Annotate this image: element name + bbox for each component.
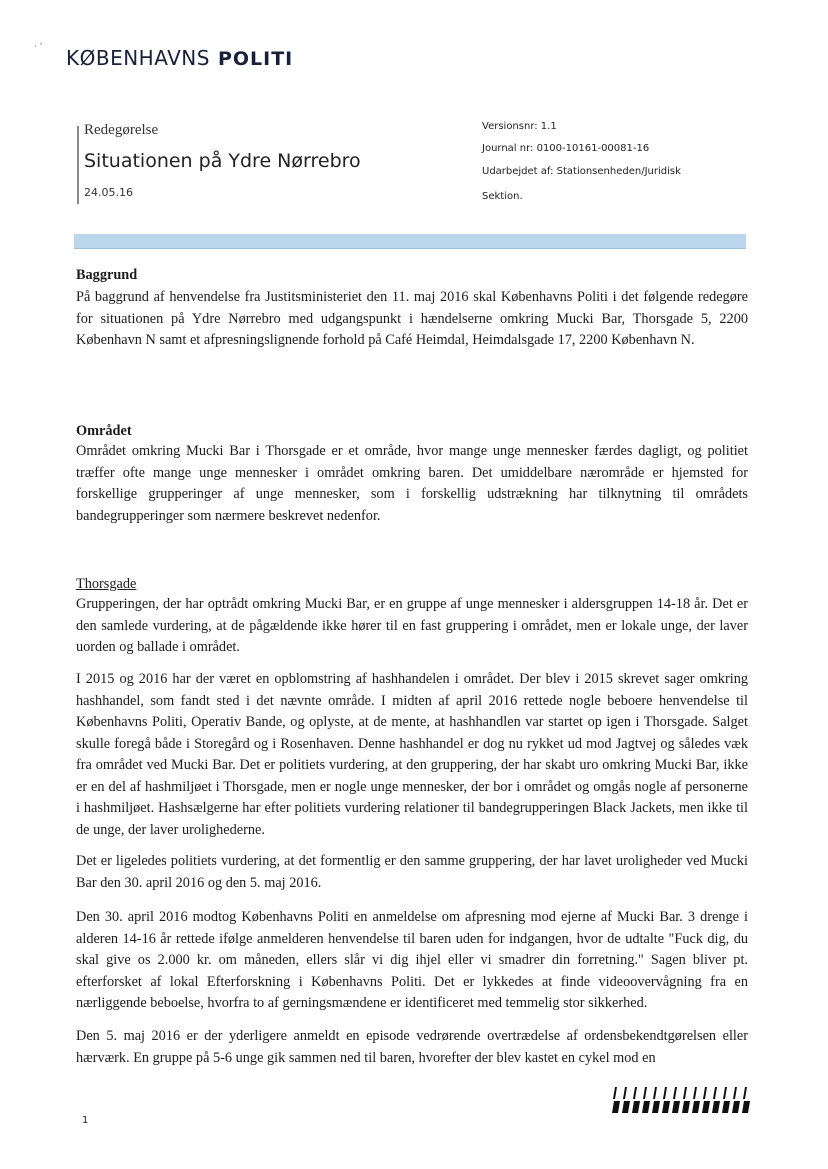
page-number: 1 xyxy=(82,1115,89,1126)
paragraph-thorsgade-1: Grupperingen, der har optrådt omkring Mucki Bar, er en gruppe af unge mennesker i aldersgruppen 14-18 år. Det er den samlede vurdering, at de pågældende ikke hører til en fast gruppering i området, men er lokale unge, der laver uorden og ballade i området. xyxy=(76,596,748,655)
version-number: Versionsnr: 1.1 xyxy=(482,121,557,132)
section-label: Sektion. xyxy=(482,191,523,202)
heading-thorsgade: Thorsgade xyxy=(76,576,137,592)
heading-omraadet: Området xyxy=(76,423,132,439)
paragraph-thorsgade-2: I 2015 og 2016 har der været en opblomstring af hashhandelen i området. Der blev i 2015 skrevet sager omkring hashhandel, som fandt sted i det nævnte område. I midten af april 2016 rettede nogle beboere henvendelse til Københavns Politi, Operativ Bande, og oplyste, at de mente, at hashhandlen var startet op igen i Thorsgade. Salget skulle foregå både i Storegård og i Rosenhaven. Denne hashhandel er dog nu rykket ud mod Jagtvej og således væk fra området ved Mucki Bar. Det er politiets vurdering, at den gruppering, der har skabt uro omkring Mucki Bar, ikke er en del af hashmiljøet i Thorsgade, men er nogle unge mennesker, der bor i området og omgås nogle af personerne i hashmiljøet. Hashsælgerne har efter politiets vurdering relationer til bandegrupperingen Black Jackets, men ikke til de unge, der laver urolighederne. xyxy=(76,671,748,838)
paragraph-thorsgade-4: Den 30. april 2016 modtog Københavns Politi en anmeldelse om afpresning mod ejerne af Mucki Bar. 3 drenge i alderen 14-16 år rettede ifølge anmelderen henvendelse til baren uden for indgangen, hvor de udtalte "Fuck dig, du skal give os 2.000 kr. om måneden, ellers slår vi dig ihjel eller vi smadrer din forretning." Sagen bliver pt. efterforsket af lokal Efterforskning i Københavns Politi. Det er lykkedes at finde videoovervågning fra en nærliggende beboelse, hvorfra to af gerningsmændene er identificeret med temmelig stor sikkerhed. xyxy=(76,909,748,1011)
document-title: Situationen på Ydre Nørrebro xyxy=(84,150,361,172)
title-accent-bar xyxy=(77,126,79,204)
header-divider-band xyxy=(74,234,746,249)
logo-dots: · ' xyxy=(34,42,43,52)
journal-number: Journal nr: 0100-10161-00081-16 xyxy=(482,143,650,154)
barcode-bottom xyxy=(612,1101,750,1113)
police-logo xyxy=(66,46,293,70)
logo-main-text: KØBENHAVNS xyxy=(66,46,210,70)
heading-baggrund: Baggrund xyxy=(76,267,138,283)
paragraph-thorsgade-3: Det er ligeledes politiets vurdering, at det formentlig er den samme gruppering, der har lavet uroligheder ved Mucki Bar den 30. april 2016 og den 5. maj 2016. xyxy=(76,853,748,891)
document-type: Redegørelse xyxy=(84,122,159,138)
document-date: 24.05.16 xyxy=(84,186,133,199)
paragraph-omraadet: Området omkring Mucki Bar i Thorsgade er et område, hvor mange unge mennesker færdes dagligt, og politiet træffer ofte mange unge mennesker i området omkring baren. Det umiddelbare nærområde er hjemsted for forskellige grupperinger af unge mennesker, som i forskellig udstrækning har tilknytning til områdets bandegrupperinger som nærmere beskrevet nedenfor. xyxy=(76,443,748,524)
barcode-top xyxy=(612,1087,750,1099)
prepared-by: Udarbejdet af: Stationsenheden/Juridisk xyxy=(482,166,681,177)
paragraph-baggrund: På baggrund af henvendelse fra Justitsministeriet den 11. maj 2016 skal Københavns Politi i det følgende redegøre for situationen på Ydre Nørrebro med udgangspunkt i hændelserne omkring Mucki Bar, Thorsgade 5, 2200 København N samt et afpresningslignende forhold på Café Heimdal, Heimdalsgade 17, 2200 København N. xyxy=(76,289,748,348)
paragraph-thorsgade-5: Den 5. maj 2016 er der yderligere anmeldt en episode vedrørende overtrædelse af ordensbekendtgørelsen eller hærværk. En gruppe på 5-6 unge gik sammen ned til baren, hvorefter der blev kastet en cykel mod en xyxy=(76,1028,748,1066)
logo-politi-text: POLITI xyxy=(217,48,294,70)
